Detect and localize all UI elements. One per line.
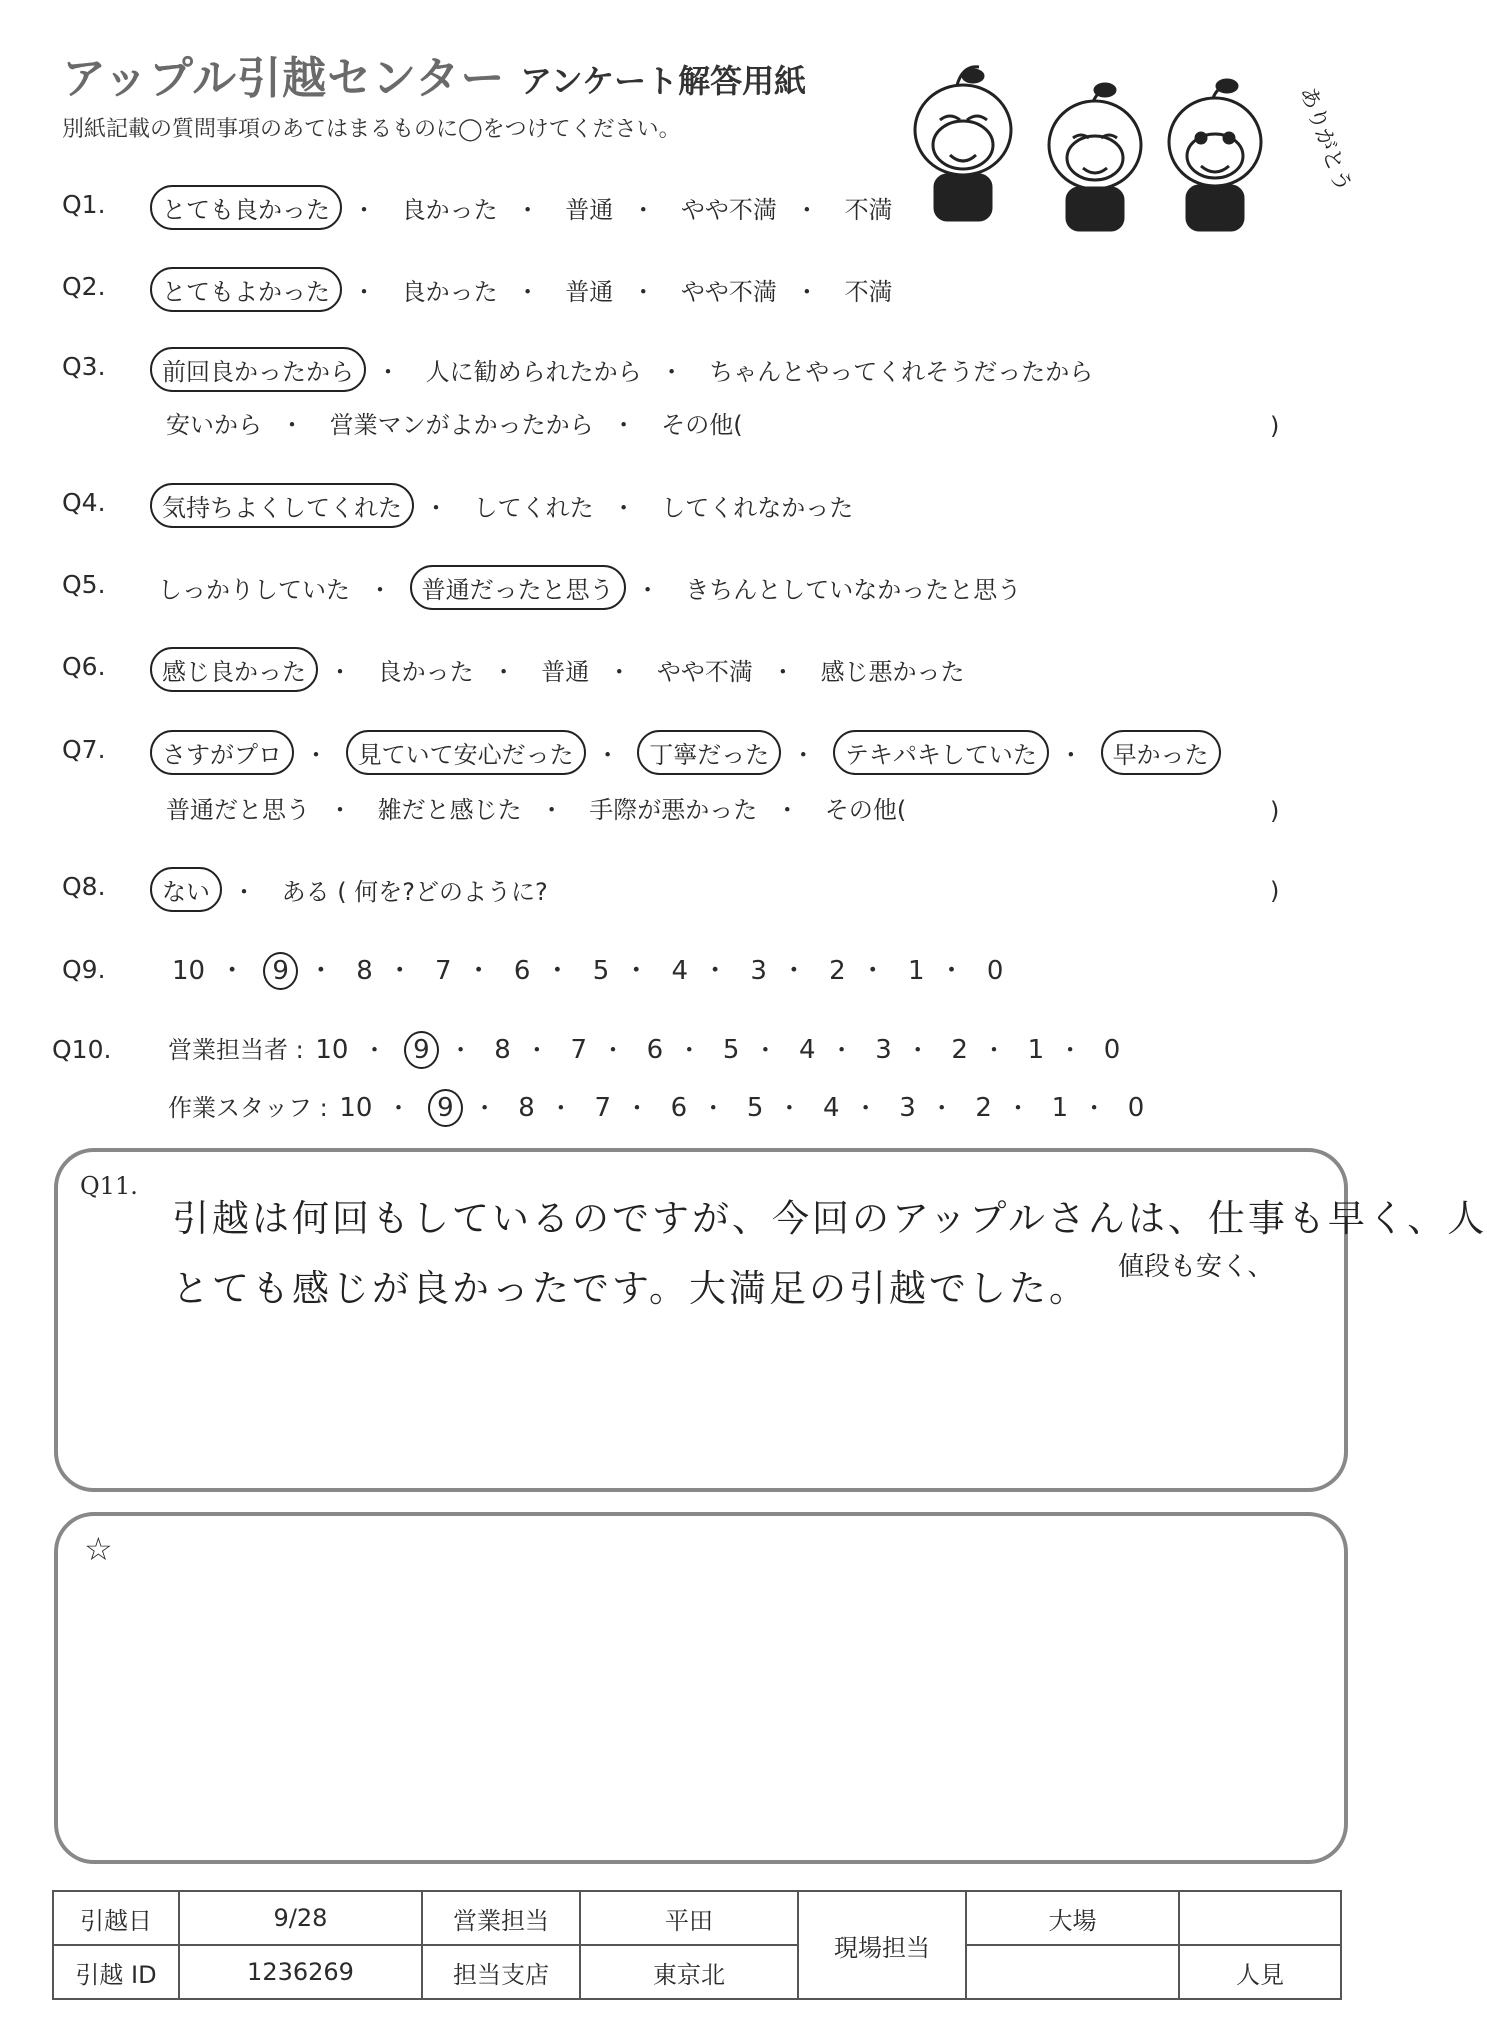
q5-option-2[interactable]: 普通だったと思う <box>410 565 626 610</box>
move-id-value: 1236269 <box>179 1945 422 1999</box>
q7-option-7[interactable]: 雑だと感じた <box>377 796 522 824</box>
q9-score-6[interactable]: 6 <box>513 956 531 986</box>
site-rep-blank <box>966 1945 1179 1999</box>
q7-option-8[interactable]: 手際が悪かった <box>589 796 758 824</box>
q2-option-4[interactable]: やや不満 <box>680 278 777 306</box>
q5-option-1[interactable]: しっかりしていた <box>158 576 350 604</box>
q10-staff-score-0[interactable]: 0 <box>1127 1093 1145 1123</box>
q9-score-0[interactable]: 0 <box>986 956 1004 986</box>
q2-option-2[interactable]: 良かった <box>401 278 498 306</box>
branch-label: 担当支店 <box>422 1945 580 1999</box>
q5-label: Q5. <box>62 570 106 599</box>
monkey-right-icon <box>1169 80 1261 230</box>
q10-staff-label: 作業スタッフ : <box>168 1094 328 1122</box>
sales-rep-label: 営業担当 <box>422 1891 580 1945</box>
q10-staff-score-4[interactable]: 4 <box>823 1093 840 1123</box>
q6-option-1[interactable]: 感じ良かった <box>150 647 318 692</box>
q8-label: Q8. <box>62 872 106 901</box>
q9-score-8[interactable]: 8 <box>356 956 373 986</box>
q3-option-5[interactable]: 営業マンがよかったから <box>329 411 594 439</box>
q7-option-6[interactable]: 普通だと思う <box>166 796 310 824</box>
q6-option-4[interactable]: やや不満 <box>656 658 753 686</box>
q10-staff-score-6[interactable]: 6 <box>670 1093 688 1123</box>
q1-option-2[interactable]: 良かった <box>401 196 498 224</box>
site-rep-extra <box>1179 1891 1341 1945</box>
site-rep-value: 大場 <box>966 1891 1179 1945</box>
q7-close-paren: ) <box>1270 797 1280 825</box>
q11-label: Q11. <box>80 1172 138 1200</box>
q7-option-9[interactable]: その他( <box>824 796 907 824</box>
q10-sales-label: 営業担当者 : <box>168 1036 304 1064</box>
q3-option-6[interactable]: その他( <box>661 411 743 439</box>
mascot-caption: ありがとう <box>1294 83 1356 196</box>
q3-option-1[interactable]: 前回良かったから <box>150 347 366 392</box>
sales-rep-value: 平田 <box>580 1891 798 1945</box>
site-rep-label: 現場担当 <box>798 1891 966 1999</box>
q5-option-3[interactable]: きちんとしていなかったと思う <box>685 576 1022 604</box>
q8-close-paren: ) <box>1270 877 1280 905</box>
q4-options: 気持ちよくしてくれた ・ してくれた ・ してくれなかった <box>150 483 861 528</box>
instruction-text: 別紙記載の質問事項のあてはまるものに◯をつけてください。 <box>62 117 681 142</box>
q7-label: Q7. <box>62 735 106 764</box>
q3-options-line2: 安いから ・ 営業マンがよかったから ・ その他( <box>158 402 751 443</box>
q7-option-1[interactable]: さすがプロ <box>150 730 294 775</box>
branch-value: 東京北 <box>580 1945 798 1999</box>
q1-option-3[interactable]: 普通 <box>565 196 614 224</box>
q3-option-4[interactable]: 安いから <box>166 411 262 439</box>
q11-answer-line1: 引越は何回もしているのですが、今回のアップルさんは、仕事も早く、人 <box>172 1197 1487 1240</box>
monkey-left-icon <box>915 67 1011 220</box>
q9-score-4[interactable]: 4 <box>671 956 689 986</box>
q10-sales-row: 営業担当者 : 10 ・ 9 ・ 8 ・ 7 ・ 6 ・ 5 ・ 4 ・ 3 ・ 2 ・ 1 ・ 0 <box>168 1030 1124 1069</box>
q10-staff-row: 作業スタッフ : 10 ・ 9 ・ 8 ・ 7 ・ 6 ・ 5 ・ 4 ・ 3 ・ 2 ・ 1 ・ 0 <box>168 1088 1148 1127</box>
q10-label: Q10. <box>52 1035 112 1064</box>
q2-options: とてもよかった ・ 良かった ・ 普通 ・ やや不満 ・ 不満 <box>150 267 901 312</box>
q9-score-7[interactable]: 7 <box>435 956 452 986</box>
q10-sales-score-5[interactable]: 5 <box>722 1035 740 1065</box>
q9-scale: 10 ・ 9 ・ 8 ・ 7 ・ 6 ・ 5 ・ 4 ・ 3 ・ 2 ・ 1 ・ 0 <box>168 950 1007 990</box>
q10-staff-score-3[interactable]: 3 <box>899 1093 916 1123</box>
q3-label: Q3. <box>62 352 106 381</box>
q4-option-1[interactable]: 気持ちよくしてくれた <box>150 483 414 528</box>
q1-options: とても良かった ・ 良かった ・ 普通 ・ やや不満 ・ 不満 <box>150 185 901 230</box>
q10-sales-score-8[interactable]: 8 <box>494 1035 511 1065</box>
q6-label: Q6. <box>62 652 106 681</box>
q8-option-2[interactable]: ある ( 何を?どのように? <box>281 878 548 906</box>
q10-sales-score-2[interactable]: 2 <box>951 1035 968 1065</box>
q7-option-5[interactable]: 早かった <box>1101 730 1221 775</box>
q11-answer-note: 値段も安く、 <box>1118 1252 1274 1282</box>
q1-label: Q1. <box>62 190 106 219</box>
q1-option-1[interactable]: とても良かった <box>150 185 342 230</box>
q7-option-3[interactable]: 丁寧だった <box>637 730 781 775</box>
q4-label: Q4. <box>62 488 106 517</box>
q3-option-2[interactable]: 人に勧められたから <box>425 358 642 386</box>
q10-sales-score-10[interactable]: 10 <box>315 1035 349 1065</box>
company-title: アップル引越センター <box>62 53 506 104</box>
q3-option-3[interactable]: ちゃんとやってくれそうだったから <box>709 358 1094 386</box>
q3-options-line1: 前回良かったから ・ 人に勧められたから ・ ちゃんとやってくれそうだったから <box>150 347 1101 392</box>
q9-score-1[interactable]: 1 <box>908 956 925 986</box>
star-icon: ☆ <box>84 1530 113 1568</box>
q10-sales-score-6[interactable]: 6 <box>646 1035 664 1065</box>
monkey-middle-icon <box>1049 84 1141 230</box>
q6-option-5[interactable]: 感じ悪かった <box>820 658 965 686</box>
q10-staff-score-1[interactable]: 1 <box>1051 1093 1069 1123</box>
footer-info-table <box>52 1890 1342 2000</box>
q7-options-line1: さすがプロ ・ 見ていて安心だった ・ 丁寧だった ・ テキパキしていた ・ 早かった <box>150 730 1221 775</box>
move-date-value: 9/28 <box>179 1891 422 1945</box>
form-title: アンケート解答用紙 <box>520 62 807 100</box>
q1-option-5[interactable]: 不満 <box>844 196 893 224</box>
move-id-label: 引越 ID <box>53 1945 179 1999</box>
q6-option-3[interactable]: 普通 <box>541 658 590 686</box>
q9-score-10[interactable]: 10 <box>172 956 206 986</box>
extra-comment-box[interactable] <box>54 1512 1348 1864</box>
q9-score-5[interactable]: 5 <box>592 956 610 986</box>
q2-option-3[interactable]: 普通 <box>565 278 614 306</box>
q10-staff-score-8[interactable]: 8 <box>518 1093 535 1123</box>
q10-staff-score-5[interactable]: 5 <box>746 1093 764 1123</box>
q9-score-2[interactable]: 2 <box>829 956 846 986</box>
q4-option-2[interactable]: してくれた <box>473 494 594 522</box>
move-date-label: 引越日 <box>53 1891 179 1945</box>
q10-sales-score-7[interactable]: 7 <box>570 1035 588 1065</box>
q2-label: Q2. <box>62 272 106 301</box>
q10-staff-score-7[interactable]: 7 <box>594 1093 612 1123</box>
q2-option-5[interactable]: 不満 <box>844 278 893 306</box>
q10-sales-score-4[interactable]: 4 <box>799 1035 816 1065</box>
q10-staff-score-2[interactable]: 2 <box>975 1093 992 1123</box>
q10-staff-score-10[interactable]: 10 <box>339 1093 373 1123</box>
q7-option-4[interactable]: テキパキしていた <box>833 730 1049 775</box>
q10-staff-score-9[interactable]: 9 <box>428 1089 463 1127</box>
q11-answer-line2: とても感じが良かったです。大満足の引越でした。 <box>172 1267 1090 1310</box>
q9-score-3[interactable]: 3 <box>750 956 767 986</box>
q10-sales-score-0[interactable]: 0 <box>1103 1035 1121 1065</box>
q6-option-2[interactable]: 良かった <box>377 658 474 686</box>
q8-options: ない ・ ある ( 何を?どのように? <box>150 867 556 912</box>
q10-sales-score-9[interactable]: 9 <box>404 1031 439 1069</box>
q3-close-paren: ) <box>1270 412 1280 440</box>
q2-option-1[interactable]: とてもよかった <box>150 267 342 312</box>
q1-option-4[interactable]: やや不満 <box>680 196 777 224</box>
mascot-illustration <box>895 50 1356 240</box>
q7-options-line2: 普通だと思う ・ 雑だと感じた ・ 手際が悪かった ・ その他( <box>158 787 914 828</box>
q4-option-3[interactable]: してくれなかった <box>661 494 854 522</box>
q8-option-1[interactable]: ない <box>150 867 222 912</box>
q6-options: 感じ良かった ・ 良かった ・ 普通 ・ やや不満 ・ 感じ悪かった <box>150 647 973 692</box>
q5-options: しっかりしていた ・ 普通だったと思う ・ きちんとしていなかったと思う <box>150 565 1029 610</box>
seal-value: 人見 <box>1179 1945 1341 1999</box>
q9-score-9[interactable]: 9 <box>263 952 298 990</box>
q10-sales-score-3[interactable]: 3 <box>875 1035 892 1065</box>
q9-label: Q9. <box>62 955 106 984</box>
q10-sales-score-1[interactable]: 1 <box>1027 1035 1045 1065</box>
q7-option-2[interactable]: 見ていて安心だった <box>346 730 586 775</box>
